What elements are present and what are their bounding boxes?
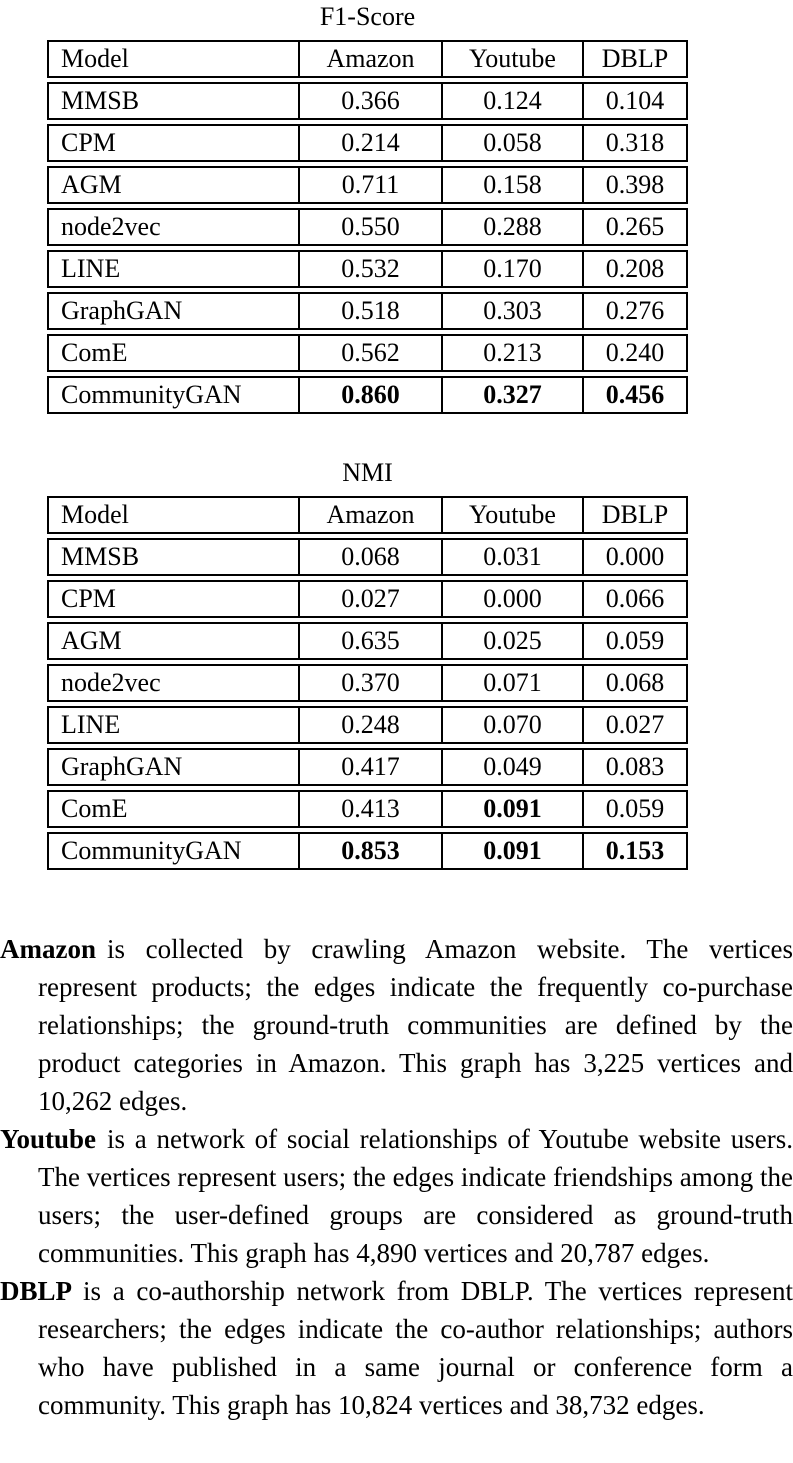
model-name-cell: ComE [47,334,300,372]
model-name-cell: AGM [47,166,300,204]
score-value-cell: 0.276 [584,292,688,330]
f1-score-table-body [47,82,688,414]
model-name-cell: CPM [47,124,300,162]
score-value-cell: 0.153 [584,832,688,870]
score-value-cell: 0.025 [443,622,584,660]
score-value-cell: 0.327 [443,376,584,414]
model-name-cell: LINE [47,706,300,744]
table-row [47,832,688,870]
dataset-descriptions [0,930,793,1424]
score-value-cell: 0.214 [300,124,443,162]
model-column-header: Model [47,496,300,534]
model-name-cell: node2vec [47,208,300,246]
table-row [47,334,688,372]
model-name-cell: ComE [47,790,300,828]
dataset-column-header: Youtube [443,40,584,78]
table-row [47,538,688,576]
table-row [47,706,688,744]
score-value-cell: 0.027 [300,580,443,618]
score-value-cell: 0.000 [584,538,688,576]
table-row [47,580,688,618]
table-row [47,82,688,120]
table-row [47,250,688,288]
table-row [47,790,688,828]
dataset-column-header: Amazon [300,40,443,78]
model-name-cell: GraphGAN [47,292,300,330]
table-row [47,748,688,786]
dataset-term: Youtube [0,1124,97,1154]
score-value-cell: 0.104 [584,82,688,120]
score-value-cell: 0.083 [584,748,688,786]
score-value-cell: 0.711 [300,166,443,204]
score-value-cell: 0.091 [443,832,584,870]
table-row [47,622,688,660]
nmi-table-title: NMI [342,458,393,487]
score-value-cell: 0.318 [584,124,688,162]
score-value-cell: 0.059 [584,622,688,660]
score-value-cell: 0.000 [443,580,584,618]
dataset-column-header: Amazon [300,496,443,534]
dataset-description-youtube [0,1120,793,1272]
f1-score-results-table [47,36,688,418]
model-name-cell: LINE [47,250,300,288]
score-value-cell: 0.265 [584,208,688,246]
dataset-column-header: DBLP [584,40,688,78]
dataset-description-text: is collected by crawling Amazon website. The vertices represent products; the edges indicate the frequently co-purchase relationships; the ground-truth communities are defined by the product categories in Amazon. This graph has 3,225 vertices and 10,262 edges. [38,934,793,1116]
score-value-cell: 0.213 [443,334,584,372]
score-value-cell: 0.550 [300,208,443,246]
score-value-cell: 0.049 [443,748,584,786]
header-row [47,496,688,534]
score-value-cell: 0.532 [300,250,443,288]
score-value-cell: 0.518 [300,292,443,330]
section-gap [0,418,793,458]
score-value-cell: 0.070 [443,706,584,744]
score-value-cell: 0.853 [300,832,443,870]
score-value-cell: 0.456 [584,376,688,414]
score-value-cell: 0.366 [300,82,443,120]
score-value-cell: 0.068 [584,664,688,702]
score-value-cell: 0.370 [300,664,443,702]
table-row [47,166,688,204]
dataset-description-dblp [0,1272,793,1424]
score-value-cell: 0.170 [443,250,584,288]
score-value-cell: 0.071 [443,664,584,702]
header-row [47,40,688,78]
model-name-cell: node2vec [47,664,300,702]
dataset-column-header: DBLP [584,496,688,534]
table-row [47,208,688,246]
score-value-cell: 0.562 [300,334,443,372]
score-value-cell: 0.860 [300,376,443,414]
score-value-cell: 0.124 [443,82,584,120]
f1-score-table-section [0,2,793,418]
dataset-description-amazon [0,930,793,1120]
score-value-cell: 0.068 [300,538,443,576]
table-row [47,124,688,162]
score-value-cell: 0.398 [584,166,688,204]
model-name-cell: MMSB [47,538,300,576]
model-column-header: Model [47,40,300,78]
score-value-cell: 0.635 [300,622,443,660]
model-name-cell: GraphGAN [47,748,300,786]
dataset-term: DBLP [0,1276,73,1306]
f1-score-table-header [47,40,688,78]
score-value-cell: 0.413 [300,790,443,828]
score-value-cell: 0.240 [584,334,688,372]
score-value-cell: 0.158 [443,166,584,204]
score-value-cell: 0.208 [584,250,688,288]
dataset-term: Amazon [0,934,96,964]
dataset-description-text: is a co-authorship network from DBLP. The vertices represent researchers; the edges indicate the co-author relationships; authors who have published in a same journal or conference form a community. This graph has 10,824 vertices and 38,732 edges. [38,1276,793,1420]
score-value-cell: 0.031 [443,538,584,576]
nmi-table-section [0,458,793,874]
score-value-cell: 0.303 [443,292,584,330]
nmi-results-table [47,492,688,874]
model-name-cell: MMSB [47,82,300,120]
score-value-cell: 0.058 [443,124,584,162]
score-value-cell: 0.027 [584,706,688,744]
section-gap [0,874,793,930]
score-value-cell: 0.091 [443,790,584,828]
nmi-table-body [47,538,688,870]
model-name-cell: CommunityGAN [47,832,300,870]
table-row [47,664,688,702]
score-value-cell: 0.059 [584,790,688,828]
model-name-cell: AGM [47,622,300,660]
score-value-cell: 0.417 [300,748,443,786]
dataset-description-text: is a network of social relationships of Youtube website users. The vertices represent users; the edges indicate friendships among the users; the user-defined groups are considered as ground-truth communities. This graph has 4,890 vertices and 20,787 edges. [38,1124,793,1268]
dataset-column-header: Youtube [443,496,584,534]
score-value-cell: 0.248 [300,706,443,744]
table-row [47,376,688,414]
score-value-cell: 0.288 [443,208,584,246]
model-name-cell: CPM [47,580,300,618]
model-name-cell: CommunityGAN [47,376,300,414]
nmi-table-header [47,496,688,534]
f1-score-table-title: F1-Score [319,2,416,31]
score-value-cell: 0.066 [584,580,688,618]
table-row [47,292,688,330]
